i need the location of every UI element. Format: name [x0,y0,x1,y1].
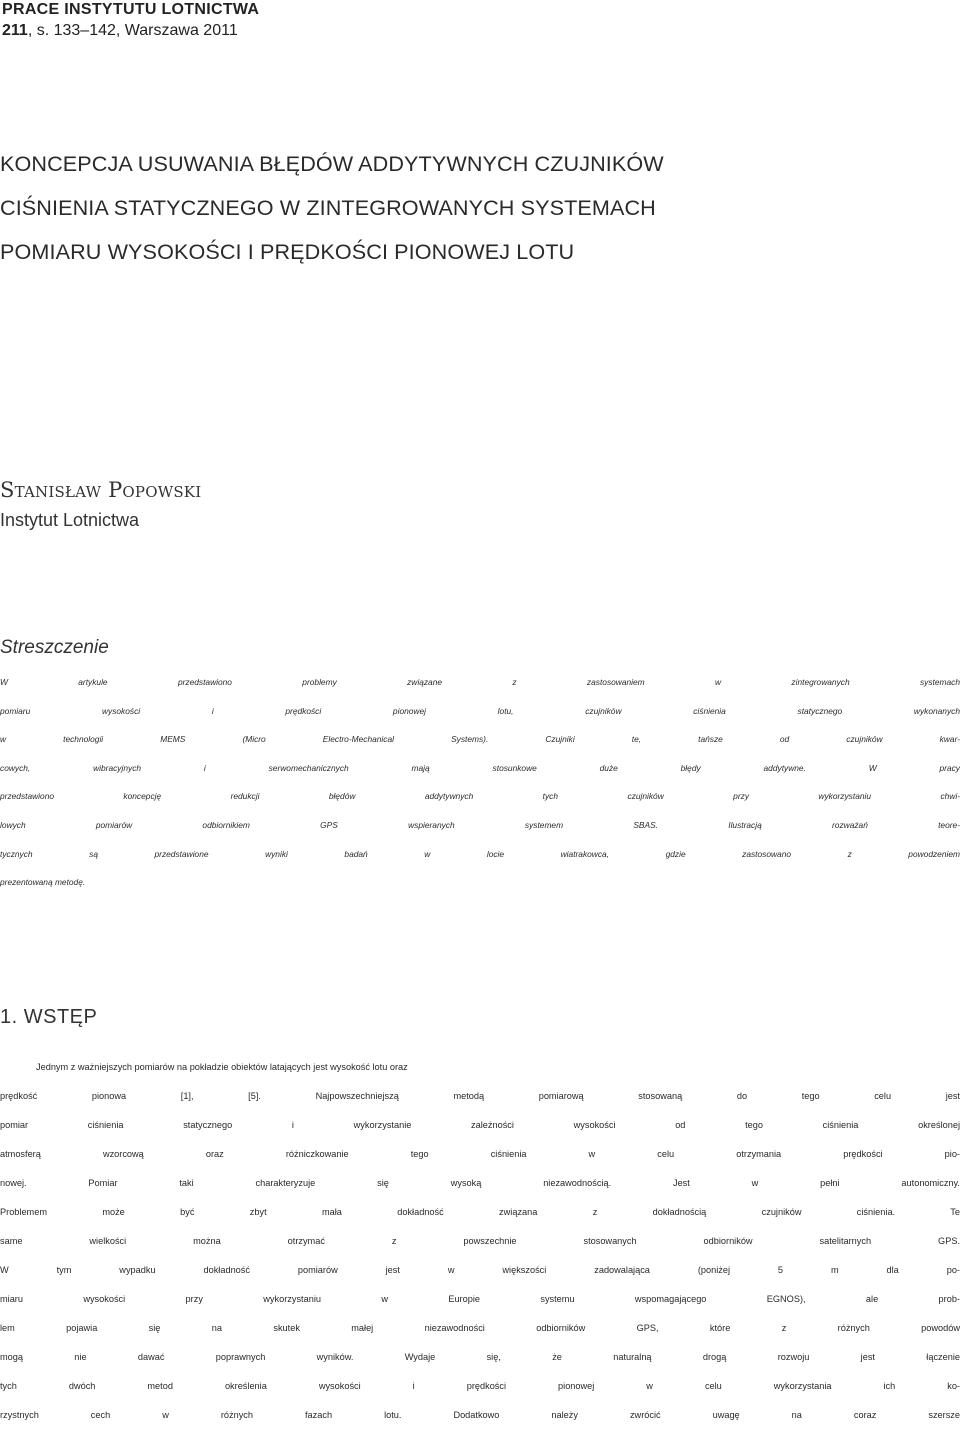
journal-name: PRACE INSTYTUTU LOTNICTWA [2,1,260,18]
abstract-line: pomiaru wysokości i prędkości pionowej lotu, czujników ciśnienia statycznego wykonanych [0,705,960,716]
body-line: pomiar ciśnienia statycznego i wykorzystanie zależności wysokości od tego ciśnienia określonej [0,1120,960,1130]
body-line: miaru wysokości przy wykorzystaniu w Europie systemu wspomagającego EGNOS), ale prob- [0,1294,960,1304]
body-line: rzystnych cech w różnych fazach lotu. Dodatkowo należy zwrócić uwagę na coraz szersze [0,1410,960,1420]
abstract-line: W artykule przedstawiono problemy związane z zastosowaniem w zintegrowanych systemach [0,677,960,687]
abstract-line: cowych, wibracyjnych i serwomechanicznych mają stosunkowe duże błędy addytywne. W pracy [0,762,960,773]
body-line: tych dwóch metod określenia wysokości i prędkości pionowej w celu wykorzystania ich ko- [0,1381,960,1391]
body-line: W tym wypadku dokładność pomiarów jest w większości zadowalająca (poniżej 5 m dla po- [0,1265,960,1275]
body-text [0,1053,960,1430]
abstract-line: w technologii MEMS (Micro Electro-Mechanical Systems). Czujniki te, tańsze od czujników kwar- [0,734,960,745]
body-line: atmosferą wzorcową oraz różniczkowanie tego ciśnienia w celu otrzymania prędkości pio- [0,1149,960,1159]
issue-pages-place-year: , s. 133–142, Warszawa 2011 [27,22,238,39]
author-name: Stanisław Popowski [0,478,202,502]
body-line: same wielkości można otrzymać z powszechnie stosowanych odbiorników satelitarnych GPS. [0,1236,960,1246]
title-line: KONCEPCJA USUWANIA BŁĘDÓW ADDYTYWNYCH CZUJNIKÓW [0,151,664,176]
article-title [0,142,960,274]
abstract-line: prezentowaną metodę. [0,877,86,888]
abstract-heading: Streszczenie [0,637,109,658]
abstract-line: lowych pomiarów odbiornikiem GPS wspieranych systemem SBAS. Ilustracją rozważań teore- [0,819,960,830]
issue-number: 211 [2,22,28,39]
body-line: lem pojawia się na skutek małej niezawodności odbiorników GPS, które z różnych powodów [0,1323,960,1333]
issue-info [2,21,238,41]
body-line: nowej. Pomiar taki charakteryzuje się wysoką niezawodnością. Jest w pełni autonomiczny. [0,1178,960,1188]
body-line: prędkość pionowa [1], [5]. Najpowszechniejszą metodą pomiarową stosowaną do tego celu jest [0,1091,960,1101]
author-affiliation: Instytut Lotnictwa [0,510,140,530]
title-line: CIŚNIENIA STATYCZNEGO W ZINTEGROWANYCH SYSTEMACH [0,195,656,220]
body-line: mogą nie dawać poprawnych wyników. Wydaje się, że naturalną drogą rozwoju jest łączenie [0,1352,960,1362]
abstract-text [0,668,960,897]
abstract-line: przedstawiono koncepcję redukcji błędów addytywnych tych czujników przy wykorzystaniu chwi- [0,791,960,802]
abstract-line: tycznych są przedstawione wyniki badań w locie wiatrakowca, gdzie zastosowano z powodzeniem [0,848,960,859]
section-heading: 1. WSTĘP [0,1006,98,1028]
body-line: Jednym z ważniejszych pomiarów na pokładzie obiektów latających jest wysokość lotu oraz [36,1062,408,1072]
title-line: POMIARU WYSOKOŚCI I PRĘDKOŚCI PIONOWEJ LOTU [0,239,575,264]
body-line: Problemem może być zbyt mała dokładność związana z dokładnością czujników ciśnienia. Te [0,1207,960,1217]
